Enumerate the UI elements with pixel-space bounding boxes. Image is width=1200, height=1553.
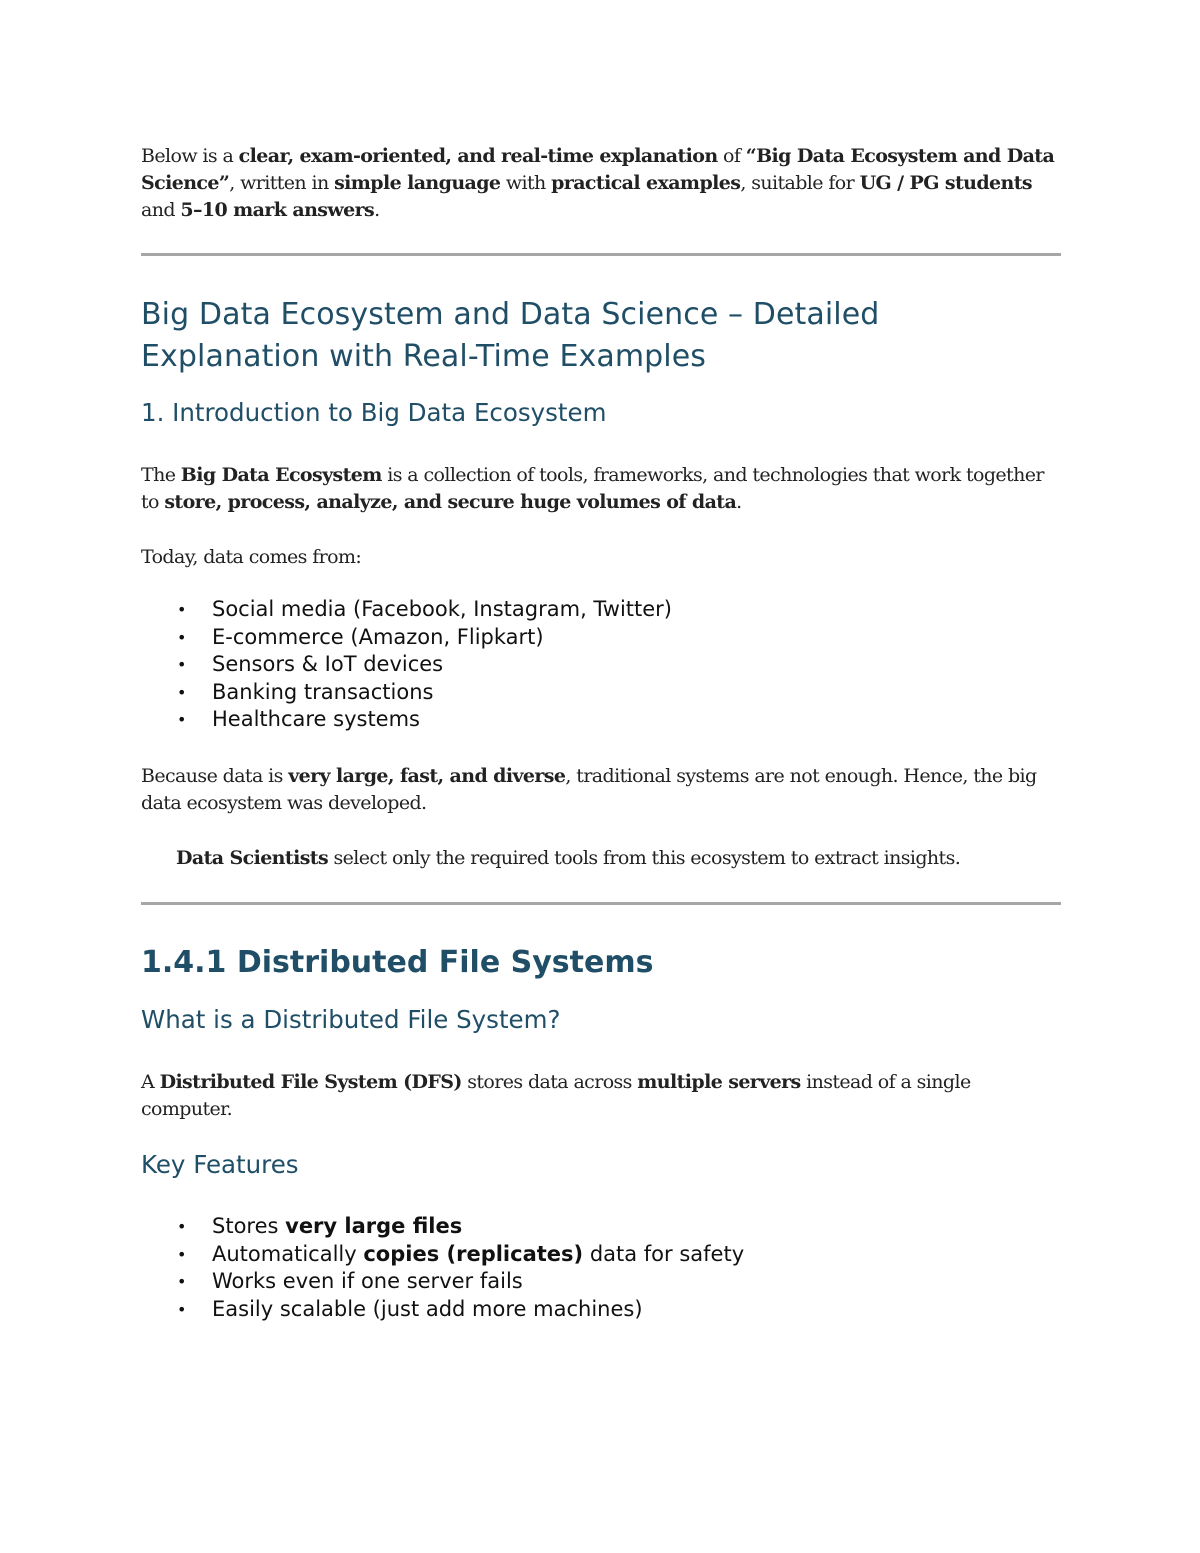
key-features-list: [141, 1213, 744, 1323]
list-item: • Automatically copies (replicates) data for safety: [141, 1241, 744, 1269]
list-item: • Banking transactions: [141, 679, 672, 707]
data-scientists-quote: Data Scientists select only the required tools from this ecosystem to extract insights.: [176, 847, 961, 869]
main-title-line1: Big Data Ecosystem and Data Science – Detailed: [141, 297, 880, 332]
main-title-line2: Explanation with Real-Time Examples: [141, 339, 707, 374]
list-item: • Healthcare systems: [141, 706, 672, 734]
dfs-subheading: What is a Distributed File System?: [141, 1005, 561, 1034]
bullet-icon: •: [177, 1217, 187, 1236]
bullet-icon: •: [177, 710, 187, 729]
main-title: [141, 294, 879, 378]
bullet-icon: •: [177, 1244, 187, 1264]
intro-paragraph: Below is a clear, exam-oriented, and real-time explanation of “Big Data Ecosystem and Data Science”, written in simple language with practical examples, suitable for UG / PG students and 5–10 mark answers.: [141, 145, 1055, 221]
section1-heading: 1. Introduction to Big Data Ecosystem: [141, 398, 607, 427]
list-item: • Stores very large files: [141, 1213, 744, 1241]
bullet-icon: •: [177, 627, 187, 647]
bullet-icon: •: [177, 655, 187, 674]
horizontal-rule-2: [141, 902, 1061, 905]
horizontal-rule-1: [141, 253, 1061, 256]
bullet-icon: •: [177, 1272, 187, 1291]
data-sources-list: [141, 596, 672, 734]
bullet-icon: •: [177, 1299, 187, 1319]
ecosystem-reason-paragraph: Because data is very large, fast, and diverse, traditional systems are not enough. Hence, the big data ecosystem was developed.: [141, 765, 1037, 814]
section2-heading: 1.4.1 Distributed File Systems: [141, 945, 654, 980]
key-features-heading: Key Features: [141, 1150, 299, 1179]
list-item: • Works even if one server fails: [141, 1268, 744, 1296]
list-item: • Social media (Facebook, Instagram, Twitter): [141, 596, 672, 624]
ecosystem-definition-paragraph: The Big Data Ecosystem is a collection of tools, frameworks, and technologies that work together to store, process, analyze, and secure huge volumes of data.: [141, 464, 1044, 513]
bullet-icon: •: [177, 600, 187, 619]
list-item: • Easily scalable (just add more machines): [141, 1296, 744, 1324]
bullet-icon: •: [177, 682, 187, 702]
dfs-definition-paragraph: A Distributed File System (DFS) stores data across multiple servers instead of a single computer.: [141, 1071, 971, 1120]
list-item: • Sensors & IoT devices: [141, 651, 672, 679]
data-sources-intro: Today, data comes from:: [141, 546, 362, 568]
list-item: • E-commerce (Amazon, Flipkart): [141, 624, 672, 652]
